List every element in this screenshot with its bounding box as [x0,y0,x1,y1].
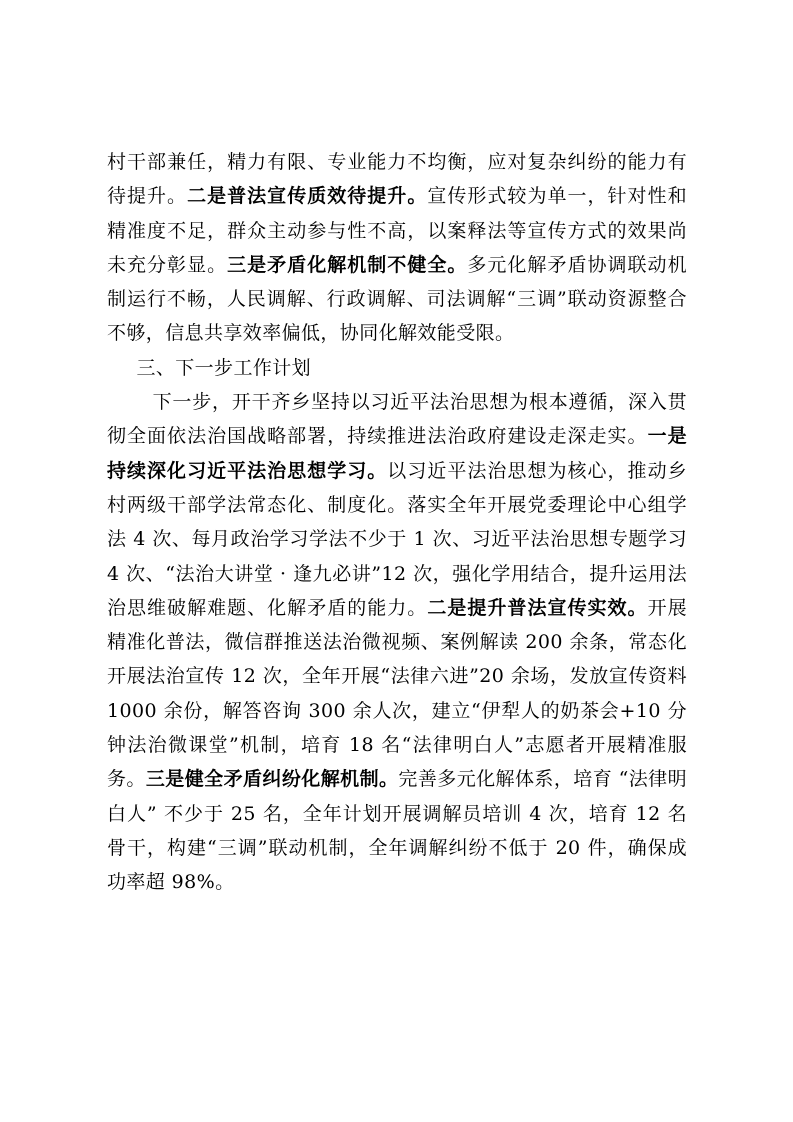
document-body [107,145,687,900]
bold-plan-two: 二是提升普法宣传实效。 [427,596,648,619]
paragraph-problems-continued [107,145,687,351]
bold-plan-one: 一是持续深化习近平法治思想学习。 [107,425,687,482]
paragraph-text: 以习近平法治思想为核心，推动乡村两级干部学法常态化、制度化。落实全年开展党委理论中心组学法 4 次、每月政治学习学法不少于 1 次、习近平法治思想专题学习 4 次、“法治大讲堂 · 逢九必讲”12 次，强化学用结合，提升运用法治思维破解难题、化解矛盾的能力。 [107,459,687,619]
paragraph-text: 村干部兼任，精力有限、专业能力不均衡，应对复杂纠纷的能力有待提升。 [107,151,687,208]
bold-point-three: 三是矛盾化解机制不健全。 [227,253,468,276]
bold-plan-three: 三是健全矛盾纠纷化解机制。 [145,768,399,791]
paragraph-text: 下一步，开干齐乡坚持以习近平法治思想为根本遵循，深入贯彻全面依法治国战略部署，持续推进法治政府建设走深走实。 [107,391,687,448]
bold-point-two: 二是普法宣传质效待提升。 [187,185,428,208]
paragraph-text: 完善多元化解体系，培育 “法律明白人” 不少于 25 名，全年计划开展调解员培训 4 次，培育 12 名骨干，构建“三调”联动机制，全年调解纠纷不低于 20 件，确保成功率超 98%。 [107,768,687,894]
paragraph-text: 开展精准化普法，微信群推送法治微视频、案例解读 200 余条，常态化开展法治宣传 12 次，全年开展“法律六进”20 余场，发放宣传资料 1000 余份，解答咨询 300 余人次，建立“伊犁人的奶茶会+10 分钟法治微课堂”机制，培育 18 名“法律明白人”志愿者开展精准服务。 [107,596,687,791]
paragraph-text: 多元化解矛盾协调联动机制运行不畅，人民调解、行政调解、司法调解“三调”联动资源整合不够，信息共享效率偏低，协同化解效能受限。 [107,253,687,345]
paragraph-text: 宣传形式较为单一，针对性和精准度不足，群众主动参与性不高，以案释法等宣传方式的效果尚未充分彰显。 [107,185,687,276]
paragraph-next-steps [107,385,687,899]
section-heading: 三、下一步工作计划 [136,356,312,379]
